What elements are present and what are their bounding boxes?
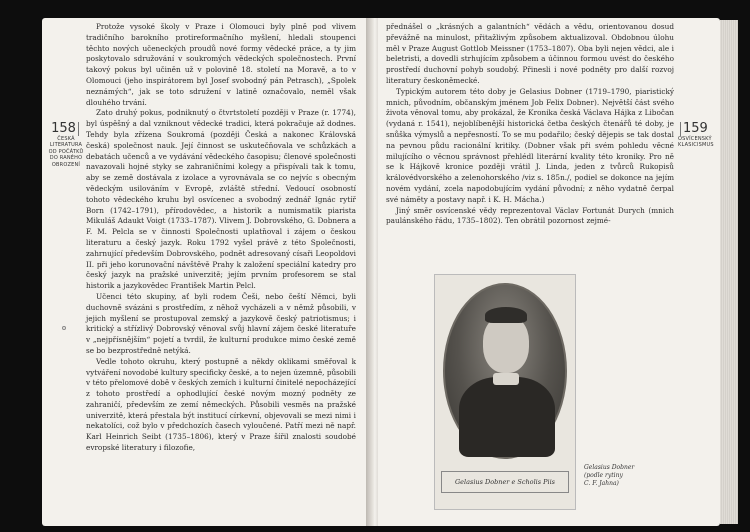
paragraph: Zato druhý pokus, podniknutý o čtvrtstoletí později v Praze (r. 1774), byl úspěšný a dal vzniknout vědecké tradici, která pokračuje až dodnes. Tehdy byla zřízena Soukromá (později Česká a nakonec Královská česká) společnost nauk. Její činnost se uskutečňovala ve schůzkách a debatách učenců a ve vydávání vědeckého časopisu; členové společnosti navazovali hojné styky se zahraničními kolegy a přispívali tak k tomu, aby se země dostávala z izolace a vyrovnávala se co nejvíc s obecným vědeckým usilováním v Evropě, zvláště střední. Vedoucí osobností tohoto vědeckého kruhu byl osvícenec a svobodný zednář Ignác rytíř Born (1742–1791), přírodovědec, a historik a numismatik piarista Mikuláš Adaukt Voigt (1733–1787). Vlivem J. Dobrovského, G. Dobnera a F. M. Pelcla se v činnosti Společnosti uplatňoval i zájem o českou literaturu a český jazyk. Roku 1792 vyšel právě z této Společnosti, zahrnující především Dobrovského, podnět adresovaný císaři Leopoldovi II. při jeho korunovační návštěvě Prahy k založení speciální katedry pro český jazyk na pražské univerzitě; jejím prvním profesorem se stal historik a jazykovědec František Martin Pelcl.	[86, 108, 356, 291]
portrait-oval	[443, 283, 567, 459]
portrait-face	[483, 315, 529, 373]
portrait-caption: Gelasius Dobner (podle rytiny C. F. Jahna)	[584, 464, 635, 487]
paragraph: přednášel o „krásných a galantních“ vědách a vědu, orientovanou dosud převážně na minulost, přitažlivým způsobem aktualizoval. Obdobnou úlohu měl v Praze August Gottlob Meissner (1753–1807). Oba byli nejen vědci, ale i beletristi, a dovedli strhujícím způsobem a účinnou formou uvést do českého prostředí duchovní pohyb soudobý. Přinesli i nové podněty pro další rozvoj literatury českoněmecké.	[386, 22, 674, 85]
right-margin-marker	[678, 122, 720, 149]
right-page	[378, 18, 720, 526]
paragraph: Jiný směr osvícenské vědy reprezentoval Václav Fortunát Durych (mnich paulánského řádu, 1735–1802). Ten obrátil pozornost zejmé-	[386, 205, 674, 226]
right-body-text	[386, 22, 674, 227]
paragraph: Vedle tohoto okruhu, který postupně a někdy oklikami směřoval k vytváření novodobé kultury specificky české, a to nejen územně, působili v této přelomové době v českých zemích i kulturní činitelé nepocházející z tohoto prostředí a ophodlující české novým mozný podněty ze zahraničí, především ze zemí německých. Působili vesměs na pražské univerzitě, která přestala být institucí církevní, objevovali se mezi nimi i nekatolíci, což bylo v předchozích časech vyloučené. Patří mezi ně např. Karl Heinrich Seibt (1735–1806), který v Praze šířil znalosti soudobé evropské literatury i filozofie,	[86, 356, 356, 453]
right-running-head: OSVÍCENSKÝ KLASICISMUS	[678, 136, 714, 149]
left-page	[42, 18, 370, 526]
left-margin-marker	[44, 122, 88, 168]
page-edges	[720, 20, 738, 524]
portrait-collar	[493, 373, 519, 385]
paragraph: Protože vysoké školy v Praze i Olomouci byly plně pod vlivem tradičního barokního protireformačního myšlení, hledali stoupenci těchto nových učeneckých proudů nové formy vědecké práce, a ty jim poskytovalo sdružování v soukromých vědeckých společnostech. První takový pokus byl učiněn už v polovině 18. století na Moravě, a to v Olomouci (jeho inspirátorem byl Josef svobodný pán Petrasch), „Spolek neznámých“, jak se toto sdružení v latině označovalo, neměl však dlouhého trvání.	[86, 22, 356, 107]
left-body-text	[86, 22, 356, 454]
paragraph: Typickým autorem této doby je Gelasius Dobner (1719–1790, piaristický mnich, původním, občanským jménem Job Felix Dobner). Největší část svého života věnoval tomu, aby prokázal, že Kronika česká Václava Hájka z Libočan (vydaná r. 1541), nejoblíbenější historická četba českých čtenářů té doby, je snůška výmyslů a nepřesností. To se mu podařilo; český dějepis se tak dostal na pevnou půdu racionální kritiky. (Dobner však při svém pohledu věcné milujícího o věcnou správnost přehlédl literární kvality této kroniky. Pro ně se k Hájkově kronice později vrátil J. Linda, jeden z tvůrců Rukopisů královédvorského a zelenohorského /viz s. 185n./, podiel se dokonce na jejím novém vydání, zcela napodobujícím vydání původní; z něho vydatně čerpal své náměty a postavy např. i K. H. Mácha.)	[386, 86, 674, 204]
left-page-number: 158	[44, 122, 88, 136]
left-running-head: ČESKÁ LITERATURA OD POČÁTKŮ DO RANÉHO OBROZENÍ	[48, 136, 84, 168]
paragraph: Učenci této skupiny, ať byli rodem Češi, nebo čeští Němci, byli duchovně svázáni s prostředím, z něhož vycházeli a v němž působili, v jejich myšlení se prostupoval zemský a jazykově český patriotismus; i kritický a střízlivý Dobrovský věnoval svůj hlavní zájem české literatuře v „nejpřísnějším“ pojetí a tvrdil, že kulturní produkce mimo české země se bo bezprostředně netýká.	[86, 291, 356, 355]
margin-bullet	[62, 326, 66, 330]
portrait-inscription: Gelasius Dobner e Scholis Piis	[441, 471, 569, 493]
portrait-cap	[485, 307, 527, 323]
portrait-coat	[459, 377, 555, 457]
portrait-engraving	[434, 274, 576, 510]
right-page-number: 159	[678, 122, 720, 136]
